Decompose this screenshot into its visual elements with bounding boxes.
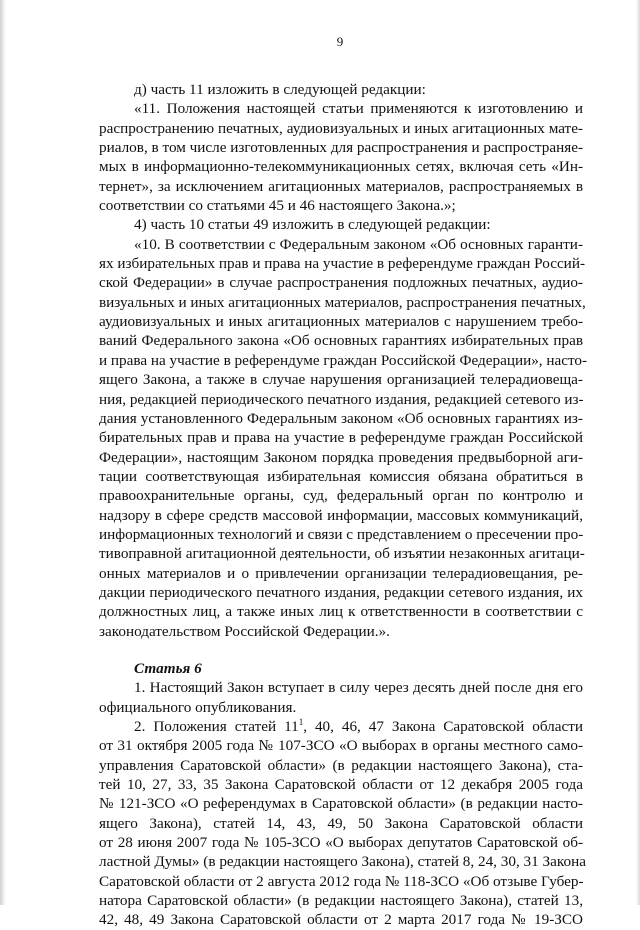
text-line: 4) часть 10 статьи 49 изложить в следующей редакции: (134, 216, 491, 234)
text-line: тивоправной агитационной деятельности, об изъятии незаконных агитаци- (99, 545, 585, 563)
paragraph-quote-11 (99, 99, 583, 215)
scan-edge-left (0, 0, 6, 905)
text-line: аудиовизуальных и иных агитационных материалов с нарушением требо- (99, 313, 583, 331)
text-line: тернет», за исключением агитационных материалов, распространяемых в (99, 177, 583, 195)
text-line (99, 717, 583, 736)
text-line: натора Саратовской области» (в редакции настоящего Закона), статей 13, (99, 892, 583, 910)
text-line: визуальных и иных агитационных материалов, распространения печатных, (99, 293, 586, 311)
text-line: информационных технологий и связи с представлением о пресечении про- (99, 525, 584, 543)
text-line: управления Саратовской области» (в редакции настоящего Закона), ста- (99, 756, 583, 774)
text-line: законодательством Российской Федерации.». (99, 622, 390, 640)
text-line: онных материалов и о привлечении организации телерадиовещания, ре- (99, 564, 583, 582)
text-line: и права на участие в референдуме граждан Российской Федерации», насто- (99, 351, 588, 369)
text-line: риалов, в том числе изготовленных для распространения и распространяе- (99, 139, 583, 157)
paragraph-item-4 (99, 215, 583, 234)
paragraph-quote-10 (99, 235, 588, 641)
superscript: 1 (298, 717, 304, 727)
text-line: тации соответствующая избирательная комиссия обязана обратиться в (99, 467, 583, 485)
text-line: 42, 48, 49 Закона Саратовской области от 2 марта 2017 года № 19-ЗСО (99, 911, 583, 929)
text-line: дакции периодического печатного издания, редакции сетевого издания, их (99, 583, 583, 601)
text-line: ской Федерации» в случае распространения подложных печатных, аудио- (99, 274, 583, 292)
scan-edge-right (636, 0, 640, 905)
amendment-text (99, 80, 588, 641)
text-line: должностных лиц, а также иных лиц к ответственности в соответствии с (99, 603, 583, 621)
paragraph-art6-p1 (99, 678, 583, 717)
text-line: Федерации», настоящим Законом порядка проведения предвыборной аги- (99, 448, 583, 466)
text-line: дания установленного Федеральным законом «Об основных гарантиях из- (99, 409, 583, 427)
text-line: официального опубликования. (99, 698, 297, 716)
text-line: д) часть 11 изложить в следующей редакции: (134, 81, 426, 98)
text-line: ящего Закона, а также в случае нарушения организацией телерадиовеща- (99, 371, 583, 389)
article-title: Статья 6 (134, 659, 202, 677)
text-line: мых в информационно-телекоммуникационных сетях, включая сеть «Ин- (99, 158, 583, 176)
text-line: тей 10, 27, 33, 35 Закона Саратовской области от 12 декабря 2005 года (99, 776, 583, 794)
text-fragment: , 40, 46, 47 Закона Саратовской области (303, 718, 583, 735)
text-line: ния, редакцией периодического печатного издания, редакцией сетевого из- (99, 390, 584, 408)
text-line: бирательных прав и права на участие в референдуме граждан Российской (99, 429, 583, 447)
paragraph-art6-p2 (99, 717, 586, 930)
article-6-text (99, 678, 586, 929)
text-line: от 28 июня 2007 года № 105-ЗСО «О выборах депутатов Саратовской об- (99, 834, 583, 852)
text-line: Саратовской области от 2 августа 2012 года № 118-ЗСО «Об отзыве Губер- (99, 872, 584, 890)
text-line: «11. Положения настоящей статьи применяются к изготовлению и (134, 100, 583, 118)
text-line: ях избирательных прав и права на участие в референдуме граждан Россий- (99, 255, 585, 273)
document-page (99, 34, 588, 930)
text-line: правоохранительные органы, суд, федеральный орган по контролю и (99, 487, 583, 505)
paragraph-item-d (99, 80, 583, 99)
page-number: 9 (336, 34, 344, 49)
text-fragment: 2. Положения статей 11 (134, 718, 299, 735)
text-line: 1. Настоящий Закон вступает в силу через десять дней после дня его (134, 679, 583, 697)
text-line: от 31 октября 2005 года № 107-ЗСО «О выборах в органы местного само- (99, 737, 583, 755)
text-line: распространению печатных, аудиовизуальных и иных агитационных мате- (99, 119, 583, 137)
text-line: ластной Думы» (в редакции настоящего Закона), статей 8, 24, 30, 31 Закона (99, 853, 586, 871)
text-line: надзору в сфере средств массовой информации, массовых коммуникаций, (99, 506, 583, 524)
text-line: ящего Закона), статей 14, 43, 49, 50 Закона Саратовской области (99, 814, 583, 832)
text-line: «10. В соответствии с Федеральным законом «Об основных гаранти- (134, 235, 583, 253)
text-line: ваний Федерального закона «Об основных гарантиях избирательных прав (99, 332, 583, 350)
text-line: соответствии со статьями 45 и 46 настоящего Закона.»; (99, 197, 456, 215)
text-line: № 121-ЗСО «О референдумах в Саратовской области» (в редакции насто- (99, 795, 583, 813)
